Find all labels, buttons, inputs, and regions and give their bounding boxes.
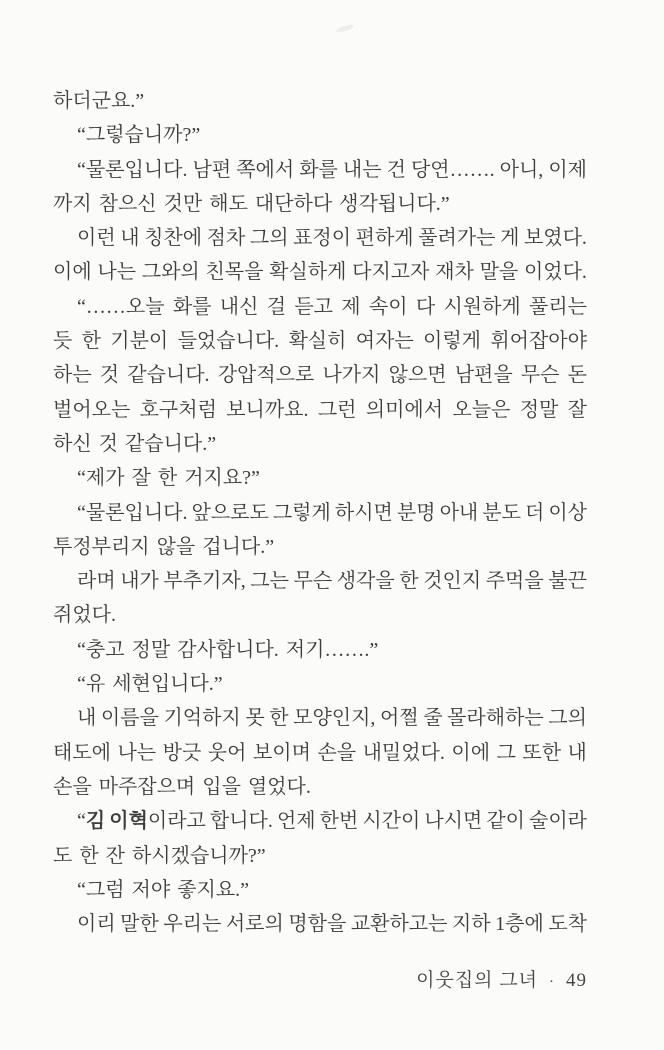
page-text [53,84,587,941]
word: 보니까요. [226,398,309,421]
word: 여자는 [355,330,414,353]
word: 분도 [482,501,521,524]
word: 손을 [317,741,357,764]
word: 같습니다.” [124,432,217,455]
word: 정말 [519,398,559,421]
word: 까지 [53,192,92,215]
text-line [53,187,587,221]
word: 오늘은 [452,398,511,421]
text-line [53,324,587,358]
word: 내가 [120,570,159,593]
word: 들었습니다. [177,330,280,353]
footer-book-title: 이웃집의 그녀 [416,970,538,991]
word: 해도 [209,192,248,215]
word: 듯 [53,330,73,353]
word: 쥐었다. [53,604,116,627]
word: 말을 [479,261,519,284]
word: 걸 [266,295,287,318]
word: 1층에 [495,913,544,936]
word: 생각됩니다.” [339,192,450,215]
text-line [53,290,587,324]
word: 이에 [451,741,491,764]
word: 한 [157,467,178,490]
word: 술이라 [529,810,587,833]
word: 또한 [522,741,562,764]
word: 다지고자 [352,261,430,284]
word: 대단하다 [254,192,333,215]
text-line [53,667,587,701]
text-line [53,255,587,289]
word: 정말 [131,638,171,661]
word: 아니, [499,158,544,181]
word: 그 [496,741,516,764]
word: 지하 [451,913,491,936]
text-line [53,221,587,255]
word: 나는 [117,741,157,764]
word: 속이 [368,295,408,318]
word: “충고 [77,638,125,661]
word: 이었다. [523,261,587,284]
word: 화를 [172,295,212,318]
word: 저야 [131,878,171,901]
word: “그럼 [77,878,125,901]
word: 이런 [77,227,116,250]
word: 확실히 [288,330,347,353]
footer-separator-dot: · [549,974,555,990]
word: 모양인지, [293,707,376,730]
word: 잘 [131,467,151,490]
word: 이상 [548,501,587,524]
word: 재차 [435,261,474,284]
word: 부추기자, [163,570,246,593]
word: 세현입니다.” [112,673,223,696]
word: 잘 [567,398,587,421]
word: 한 [79,844,99,867]
word: 돈 [567,364,587,387]
text-line [53,839,587,873]
text-line [53,701,587,735]
word: “유 [77,673,106,696]
word: 나가지 [322,364,381,387]
word: 남편을 [454,364,513,387]
word: 하더군요.” [53,90,145,112]
word: 서로의 [225,913,284,936]
word: “김 [77,810,106,833]
word: 기억하지 [163,707,241,730]
word: 무슨 [293,570,333,593]
text-line [53,633,587,667]
word: 저기…….” [285,638,379,661]
word: 다 [415,295,436,318]
word: 그와의 [141,261,200,284]
word: 그렇게 [272,501,331,524]
word: 손을 [53,775,92,798]
word: 한 [269,707,289,730]
text-line [53,804,587,838]
word: 겁니다.” [202,535,275,558]
word: 열었다. [247,775,311,798]
word: 명함을 [288,913,347,936]
word: 시간이 [362,810,421,833]
word: 감사합니다. [177,638,279,661]
word: 화를 [299,158,338,181]
word: 분명 [396,501,436,524]
word: 칭찬에 [144,227,203,250]
word: 라며 [77,570,116,593]
word: “물론입니다. [77,501,188,524]
word: 웃어 [207,741,247,764]
word: 게 [500,227,520,250]
text-line [53,873,587,907]
text-line [53,427,587,461]
word: 그의 [249,227,289,250]
word: 쪽에서 [236,158,295,181]
word: 당연……. [410,158,495,181]
text-line [53,118,587,152]
word: 듣고 [294,295,333,318]
word: 내밀었다. [362,741,445,764]
word: 강압적으로 [217,364,315,387]
text-line [53,736,587,770]
word: 않을 [156,535,196,558]
footer-page-number: 49 [566,970,587,991]
word: 것 [99,364,120,387]
text-line [53,496,587,530]
word: 도 [53,844,73,867]
text-line [53,358,587,392]
word: 어쩔 [379,707,419,730]
word: 이에 [53,261,92,284]
word: 하시겠습니까?” [131,844,266,867]
word: 점차 [206,227,246,250]
word: 하신 [53,432,92,455]
word: 합니다. [209,810,273,833]
word: 줄 [423,707,443,730]
word: 하시면 [334,501,393,524]
text-line [53,770,587,804]
text-line [53,564,587,598]
word: 그는 [250,570,289,593]
word: 입을 [202,775,241,798]
word: 풀리는 [529,295,587,318]
word: 그의 [548,707,587,730]
word: 이혁이라고 [109,810,206,833]
word: 남편 [192,158,232,181]
scan-artifact [336,23,355,33]
word: 교환하고는 [350,913,448,936]
word: 호구처럼 [139,398,217,421]
word: 것인지 [423,570,482,593]
word: 아내 [439,501,479,524]
word: 못 [245,707,265,730]
word: 내 [567,741,587,764]
word: 방긋 [162,741,202,764]
text-line [53,598,587,632]
word: 나는 [97,261,137,284]
word: 거지요?” [184,467,260,490]
page-footer [416,969,587,994]
word: “……오늘 [77,295,165,318]
word: 보였다. [523,227,587,250]
word: 같습니다. [127,364,210,387]
word: 의미에서 [365,398,444,421]
text-line [53,907,587,941]
word: 기분이 [110,330,169,353]
word: 한번 [319,810,359,833]
word: 한 [399,570,419,593]
word: “제가 [77,467,125,490]
word: 도착 [548,913,587,936]
word: 더 [524,501,545,524]
word: 편하게 [355,227,414,250]
word: 언제 [276,810,316,833]
word: 이렇게 [423,330,482,353]
word: 것 [98,432,118,455]
word: 한 [81,330,101,353]
word: “물론입니다. [77,158,188,181]
word: 이제 [548,158,587,181]
text-line [53,530,587,564]
word: 나시면 [424,810,483,833]
word: 내 [120,227,140,250]
word: 말한 [120,913,159,936]
text-line [53,461,587,495]
word: 확실하게 [269,261,347,284]
word: 풀려가는 [418,227,496,250]
word: 좋지요.” [177,878,250,901]
word: 잔 [105,844,125,867]
word: 그런 [317,398,357,421]
word: 마주잡으며 [98,775,196,798]
word: 태도에 [53,741,111,764]
word: 이리 [77,913,116,936]
word: 하는 [53,364,92,387]
word: 불끈 [548,570,587,593]
text-line [53,153,587,187]
word: 제 [341,295,361,318]
word: 내신 [219,295,259,318]
word: 친목을 [205,261,264,284]
word: 표정이 [293,227,352,250]
word: 내는 [342,158,382,181]
word: 주먹을 [485,570,544,593]
word: 투정부리지 [53,535,150,558]
word: 시원하게 [443,295,521,318]
word: 않으면 [388,364,447,387]
word: 생각을 [336,570,395,593]
text-line [53,393,587,427]
word: 무슨 [520,364,560,387]
word: “그렇습니까?” [77,124,201,147]
text-line [53,84,587,118]
word: 것만 [163,192,203,215]
word: 앞으로도 [191,501,269,524]
word: 내 [77,707,97,730]
word: 이름을 [100,707,159,730]
word: 건 [386,158,406,181]
word: 같이 [486,810,525,833]
word: 참으신 [98,192,157,215]
word: 우리는 [163,913,222,936]
word: 몰라해하는 [447,707,544,730]
word: 벌어오는 [53,398,131,421]
word: 보이며 [252,741,311,764]
word: 휘어잡아야 [490,330,587,353]
